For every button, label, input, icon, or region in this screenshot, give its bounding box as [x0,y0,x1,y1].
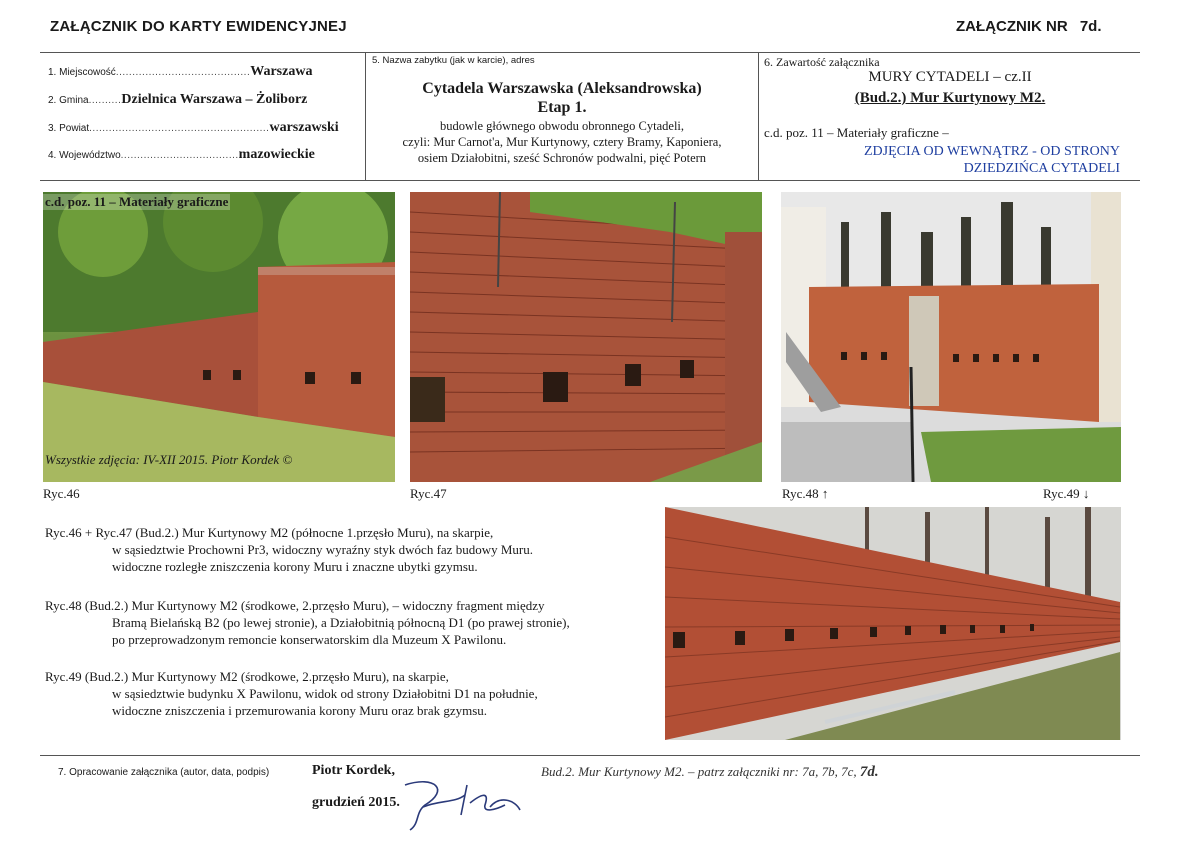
caption-ryc-48: Ryc.48 ↑ [782,486,829,501]
footer-author: Piotr Kordek, [312,763,395,778]
monument-line2: czyli: Mur Carnot'a, Mur Kurtynowy, cztery Bramy, Kaponiera, [402,135,722,149]
field-voivodeship: 4. Województwo....................................mazowieckie [48,147,315,162]
table-bottom-border [40,180,1140,181]
description-3-line2: w sąsiedztwie budynku X Pawilonu, widok od strony Działobitni D1 na południe, [112,686,538,701]
description-ryc-49 [45,668,665,719]
description-1-line3: widoczne rozległe zniszczenia korony Muru i znaczne ubytki gzymsu. [112,559,478,574]
header-left-title: ZAŁĄCZNIK DO KARTY EWIDENCYJNEJ [50,18,347,35]
caption-ryc-46: Ryc.46 [43,486,80,501]
description-3-line3: widoczne zniszczenia i przemurowania korony Muru oraz brak gzymsu. [112,703,488,718]
footer-date: grudzień 2015. [312,795,400,810]
contents-subtitle: (Bud.2.) Mur Kurtynowy M2. [854,90,1046,106]
caption-ryc-47: Ryc.47 [410,486,447,501]
footer-note: Bud.2. Mur Kurtynowy M2. – patrz załączniki nr: 7a, 7b, 7c, 7d. [541,764,879,780]
monument-line1: budowle głównego obwodu obronnego Cytadeli, [439,119,685,133]
monument-name: Cytadela Warszawska (Aleksandrowska) [422,80,702,97]
header-right-title [956,18,1102,35]
contents-label: 6. Zawartość załącznika [764,55,880,69]
field-commune: 2. Gmina..........Dzielnica Warszawa – Żoliborz [48,92,308,107]
field-district: 3. Powiat.......................................................warszawski [48,120,339,135]
photo-overlay-top: c.d. poz. 11 – Materiały graficzne [45,194,229,209]
photo-49-drawing [665,507,1121,740]
monument-label: 5. Nazwa zabytku (jak w karcie), adres [372,55,535,66]
footer-border [40,755,1140,756]
photo-ryc-49 [665,507,1121,740]
description-2-line2: Bramą Bielańską B2 (po lewej stronie), a Działobitnią północną D1 (po prawej stronie), [112,615,570,630]
contents-ref: c.d. poz. 11 – Materiały graficzne – [764,125,949,140]
attachment-label: ZAŁĄCZNIK NR [956,18,1068,35]
column-divider-2 [758,52,759,180]
photo-48-drawing [781,192,1121,482]
contents-blue-line2: DZIEDZIŃCA CYTADELI [963,161,1120,176]
photo-46-drawing [43,192,395,482]
signature-drawing [395,775,535,835]
description-2-line3: po przeprowadzonym remoncie konserwatorskim dla Muzeum X Pawilonu. [112,632,507,647]
photo-ryc-46 [43,192,395,482]
footer-label: 7. Opracowanie załącznika (autor, data, podpis) [58,767,270,778]
photo-ryc-47 [410,192,762,482]
description-ryc-46-47 [45,524,665,575]
contents-title: MURY CYTADELI – cz.II [868,69,1032,85]
photo-overlay-bottom: Wszystkie zdjęcia: IV-XII 2015. Piotr Kordek © [45,452,293,467]
contents-blue-line1: ZDJĘCIA OD WEWNĄTRZ - OD STRONY [864,144,1120,159]
field-locality: 1. Miejscowość.........................................Warszawa [48,64,313,79]
footer-note-bold: 7d. [859,764,879,780]
monument-stage: Etap 1. [537,99,587,116]
description-2-line1: Ryc.48 (Bud.2.) Mur Kurtynowy M2 (środkowe, 2.przęsło Muru), – widoczny fragment między [45,598,545,613]
table-top-border [40,52,1140,53]
caption-ryc-49: Ryc.49 ↓ [1043,486,1090,501]
description-ryc-48 [45,597,670,648]
description-1-line1: Ryc.46 + Ryc.47 (Bud.2.) Mur Kurtynowy M2 (północne 1.przęsło Muru), na skarpie, [45,525,494,540]
description-1-line2: w sąsiedztwie Prochowni Pr3, widoczny wyraźny styk dwóch faz budowy Muru. [112,542,533,557]
photo-ryc-48 [781,192,1121,482]
photo-47-drawing [410,192,762,482]
monument-line3: osiem Działobitni, sześć Schronów podwalni, pięć Potern [417,151,707,165]
description-3-line1: Ryc.49 (Bud.2.) Mur Kurtynowy M2 (środkowe, 2.przęsło Muru), na skarpie, [45,669,449,684]
attachment-number: 7d. [1079,18,1102,35]
